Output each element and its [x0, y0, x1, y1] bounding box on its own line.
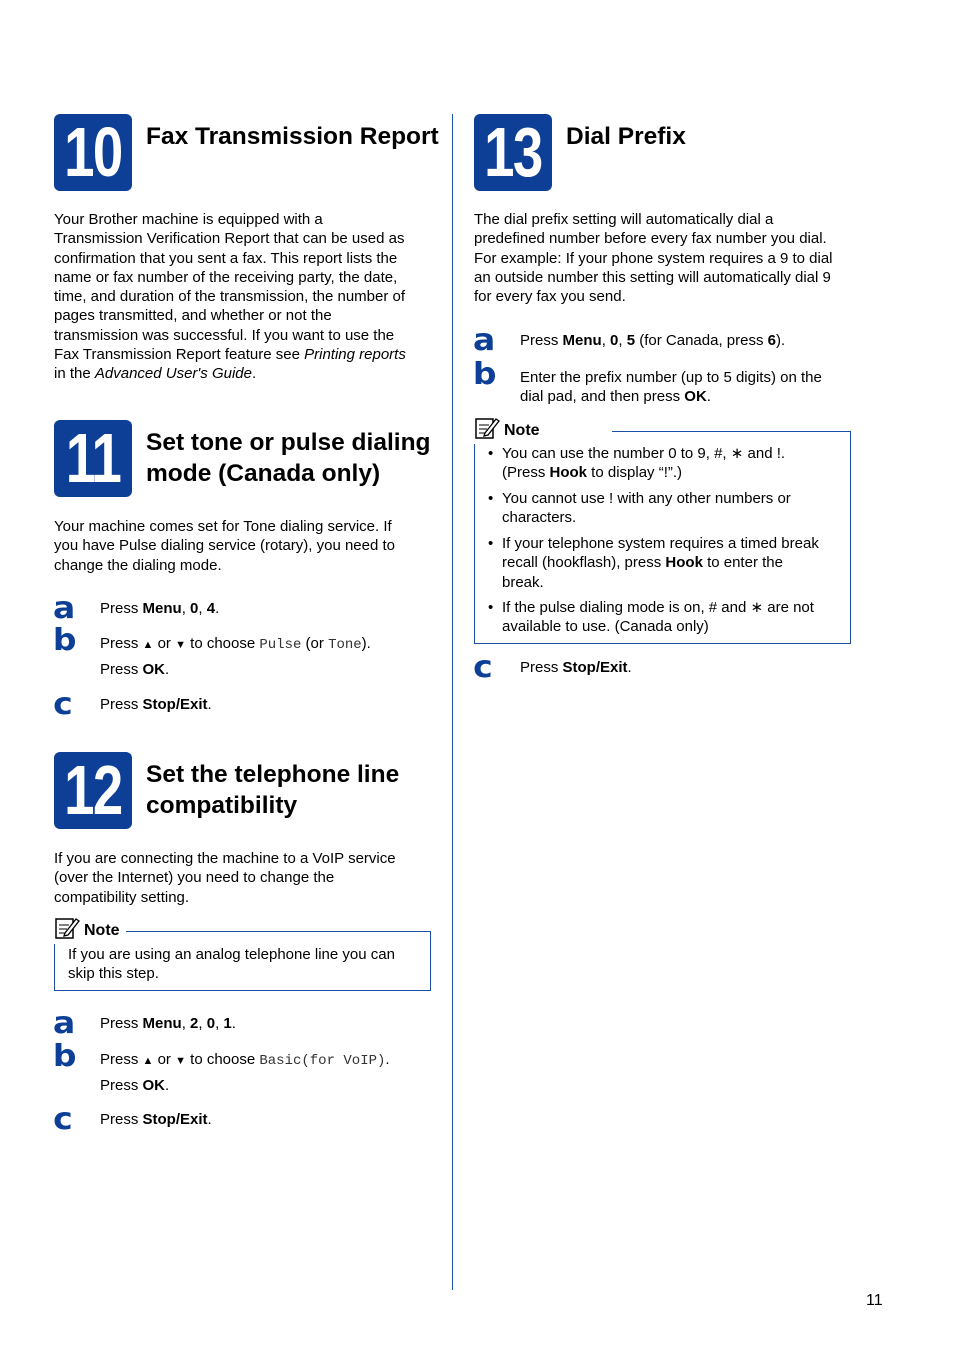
section-body [54, 210, 444, 384]
note-pencil-icon [474, 416, 500, 445]
note-label: Note [84, 922, 120, 940]
step-letter-a: a [52, 1006, 76, 1041]
up-arrow-icon: ▲ [142, 639, 154, 651]
step-letter-a: a [472, 323, 496, 358]
body-line: Transmission Verification Report that can be used as [54, 230, 405, 248]
note-text: If you are using an analog telephone line you can skip this step. [68, 946, 395, 983]
step-b-text: Press ▲ or ▼ to choose Pulse (or Tone). Press OK. [100, 635, 371, 678]
note-header [54, 918, 126, 944]
step-letter-c: c [53, 1102, 73, 1137]
section-title: Dial Prefix [566, 123, 686, 150]
section-title: Set the telephone line compatibility [146, 761, 400, 819]
down-arrow-icon: ▼ [175, 1055, 186, 1067]
step-letter-b: b [52, 623, 77, 658]
step-letter-a: a [52, 591, 76, 626]
section-number-badge: 12 [54, 752, 132, 829]
note-label: Note [504, 422, 540, 440]
section-title: Set tone or pulse dialing mode (Canada only) [146, 429, 431, 487]
body-line: confirmation that you sent a fax. This report lists the [54, 249, 398, 267]
section-body: If you are connecting the machine to a VoIP service (over the Internet) you need to change the compatibility setting. [54, 850, 396, 906]
step-a-text: Press Menu, 0, 4. [100, 600, 220, 617]
body-line: name or fax number of the receiving party, the date, [54, 268, 398, 286]
step-c-text: Press Stop/Exit. [100, 696, 212, 713]
step-a-text: Press Menu, 2, 0, 1. [100, 1015, 236, 1032]
body-line: in the Advanced User's Guide. [54, 365, 257, 383]
section-body: Your machine comes set for Tone dialing service. If you have Pulse dialing service (rotary), you need to change the dialing mode. [54, 518, 396, 574]
section-number-badge: 11 [54, 420, 132, 497]
step-letter-c: c [473, 650, 493, 685]
section-body: The dial prefix setting will automatically dial a predefined number before every fax number you dial. For example: If your phone system requires a 9 to dial an outside number this setting will automatically dial 9 for every fax you send. [474, 211, 833, 306]
step-b-text: Press ▲ or ▼ to choose Basic(for VoIP). Press OK. [100, 1051, 390, 1094]
step-letter-c: c [53, 687, 73, 722]
page-number: 11 [866, 1292, 883, 1309]
note-pencil-icon [54, 916, 80, 945]
step-c-text: Press Stop/Exit. [520, 659, 632, 676]
body-line: pages transmitted, and whether or not the [54, 307, 332, 325]
section-number-badge: 13 [474, 114, 552, 191]
column-divider [452, 114, 453, 1290]
up-arrow-icon: ▲ [142, 1055, 154, 1067]
reference-printing-reports: Printing reports [304, 346, 406, 364]
step-a-text: Press Menu, 0, 5 (for Canada, press 6). [520, 332, 786, 349]
body-line: time, and duration of the transmission, the number of [54, 288, 406, 306]
body-line: transmission was successful. If you want to use the [54, 326, 395, 344]
down-arrow-icon: ▼ [175, 639, 186, 651]
step-letter-b: b [52, 1039, 77, 1074]
section-title: Fax Transmission Report [146, 123, 439, 150]
step-b-text: Enter the prefix number (up to 5 digits) on the dial pad, and then press OK. [520, 369, 822, 406]
body-line: Fax Transmission Report feature see Printing reports [54, 346, 406, 364]
note-header [474, 418, 612, 444]
step-letter-b: b [472, 357, 497, 392]
step-c-text: Press Stop/Exit. [100, 1111, 212, 1128]
body-line: Your Brother machine is equipped with a [54, 211, 323, 228]
reference-advanced-guide: Advanced User's Guide [94, 365, 252, 383]
section-number-badge: 10 [54, 114, 132, 191]
